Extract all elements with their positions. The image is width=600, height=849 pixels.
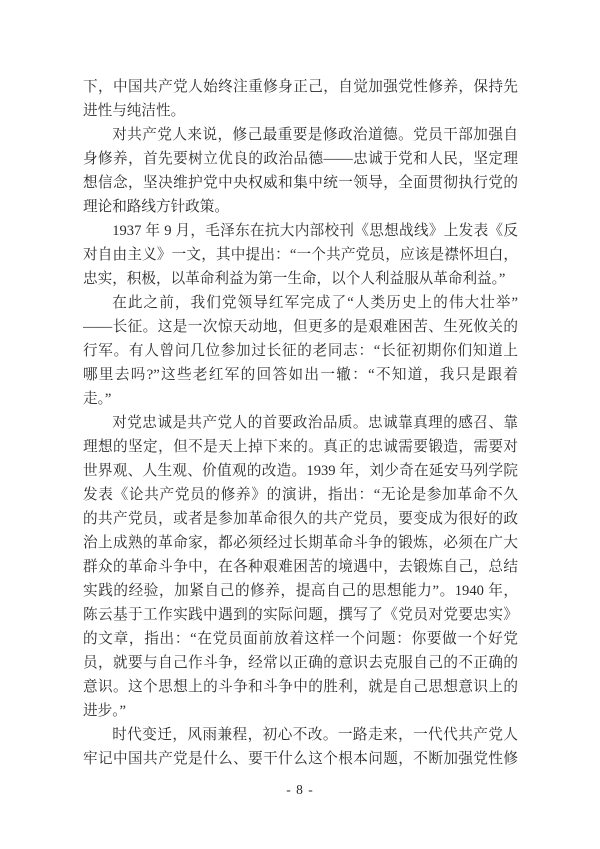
paragraph xyxy=(83,75,518,123)
text-line: 1937 年 9 月，毛泽东在抗大内部校刊《思想战线》上发表《反 xyxy=(112,223,518,239)
text-line: 员，就要与自己作斗争，经常以正确的意识去克服自己的不正确的 xyxy=(83,655,518,671)
text-line: 走。” xyxy=(83,391,112,407)
paragraph xyxy=(83,291,518,411)
text-line: 意识。这个思想上的斗争和斗争中的胜利，就是自己思想意识上的 xyxy=(83,679,518,695)
paragraph xyxy=(83,219,518,291)
text-line: 行军。有人曾问几位参加过长征的老同志：“长征初期你们知道上 xyxy=(83,343,518,359)
text-line: ——长征。这是一次惊天动地，但更多的是艰难困苦、生死攸关的 xyxy=(83,319,518,335)
paragraph xyxy=(83,123,518,219)
text-line: 对党忠诚是共产党人的首要政治品质。忠诚靠真理的感召、靠 xyxy=(112,415,518,431)
text-line: 进步。” xyxy=(83,703,126,719)
text-line: 想信念，坚决维护党中央权威和集中统一领导，全面贯彻执行党的 xyxy=(83,175,518,191)
text-line: 下，中国共产党人始终注重修身正己，自觉加强党性修养，保持先 xyxy=(83,79,518,95)
text-line: 发表《论共产党员的修养》的演讲，指出：“无论是参加革命不久 xyxy=(83,487,518,503)
paragraph xyxy=(83,723,518,771)
text-line: 治上成熟的革命家，都必须经过长期革命斗争的锻炼，必须在广大 xyxy=(83,535,518,551)
text-line: 对自由主义》一文，其中提出：“一个共产党员，应该是襟怀坦白， xyxy=(83,247,518,263)
text-line: 的文章，指出：“在党员面前放着这样一个问题：你要做一个好党 xyxy=(83,631,518,647)
text-line: 哪里去吗?”这些老红军的回答如出一辙：“不知道，我只是跟着 xyxy=(83,367,518,383)
text-line: 忠实，积极，以革命利益为第一生命，以个人利益服从革命利益。” xyxy=(83,271,506,287)
text-line: 群众的革命斗争中，在各种艰难困苦的境遇中，去锻炼自己，总结 xyxy=(83,559,518,575)
text-line: 进性与纯洁性。 xyxy=(83,103,186,119)
paragraph xyxy=(83,411,518,723)
text-line: 实践的经验，加紧自己的修养，提高自己的思想能力”。1940 年， xyxy=(83,583,518,599)
page-number: - 8 - xyxy=(286,782,314,797)
text-line: 对共产党人来说，修己最重要是修政治道德。党员干部加强自 xyxy=(112,127,518,143)
text-line: 牢记中国共产党是什么、要干什么这个根本问题，不断加强党性修 xyxy=(83,751,518,767)
text-line: 时代变迁，风雨兼程，初心不改。一路走来，一代代共产党人 xyxy=(112,727,518,743)
text-line: 理想的坚定，但不是天上掉下来的。真正的忠诚需要锻造，需要对 xyxy=(83,439,518,455)
text-line: 的共产党员，或者是参加革命很久的共产党员，要变成为很好的政 xyxy=(83,511,518,527)
text-line: 世界观、人生观、价值观的改造。1939 年，刘少奇在延安马列学院 xyxy=(83,463,518,479)
text-line: 身修养，首先要树立优良的政治品德——忠诚于党和人民，坚定理 xyxy=(83,151,518,167)
text-line: 在此之前，我们党领导红军完成了“人类历史上的伟大壮举” xyxy=(112,295,518,311)
text-line: 陈云基于工作实践中遇到的实际问题，撰写了《党员对党要忠实》 xyxy=(83,607,518,623)
page-footer xyxy=(0,781,600,799)
document-text xyxy=(83,75,518,771)
text-line: 理论和路线方针政策。 xyxy=(83,199,229,215)
